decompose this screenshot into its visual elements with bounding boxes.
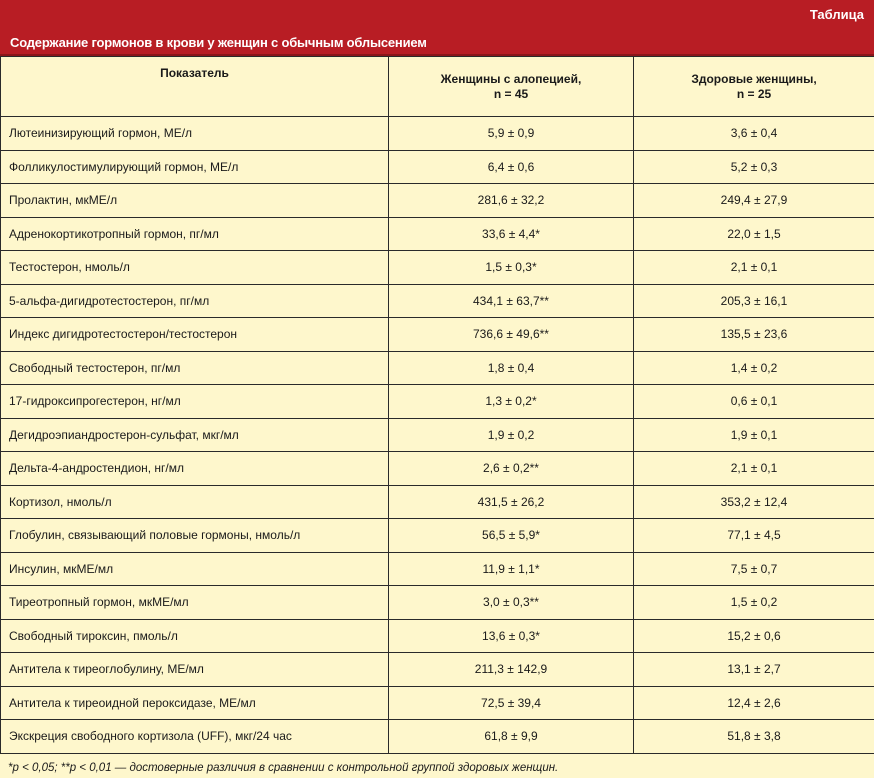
healthy-value-cell: 0,6 ± 0,1 [634,385,874,419]
column-header-alopecia-line2: n = 45 [493,86,529,101]
healthy-value-cell: 7,5 ± 0,7 [634,552,874,586]
healthy-value-cell: 135,5 ± 23,6 [634,318,874,352]
indicator-cell: Дельта-4-андростендион, нг/мл [1,452,389,486]
alopecia-value-cell: 1,3 ± 0,2* [389,385,634,419]
indicator-cell: Антитела к тиреоглобулину, МЕ/мл [1,653,389,687]
table-row [1,117,874,151]
table-row [1,184,874,218]
column-header-alopecia-line1: Женщины с алопецией, [440,71,582,86]
hormone-table [0,56,874,754]
healthy-value-cell: 77,1 ± 4,5 [634,519,874,553]
healthy-value-cell: 2,1 ± 0,1 [634,452,874,486]
table-row [1,150,874,184]
table-row [1,586,874,620]
alopecia-value-cell: 72,5 ± 39,4 [389,686,634,720]
indicator-cell: Антитела к тиреоидной пероксидазе, МЕ/мл [1,686,389,720]
table-row [1,720,874,754]
alopecia-value-cell: 2,6 ± 0,2** [389,452,634,486]
column-header-healthy-line2: n = 25 [736,86,772,101]
alopecia-value-cell: 56,5 ± 5,9* [389,519,634,553]
footnote: *p < 0,05; **p < 0,01 — достоверные различия в сравнении с контрольной группой здоровых женщин. [8,761,559,774]
table-row [1,217,874,251]
indicator-cell: Глобулин, связывающий половые гормоны, нмоль/л [1,519,389,553]
healthy-value-cell: 205,3 ± 16,1 [634,284,874,318]
table-row [1,519,874,553]
healthy-value-cell: 51,8 ± 3,8 [634,720,874,754]
indicator-cell: Дегидроэпиандростерон-сульфат, мкг/мл [1,418,389,452]
table-title: Содержание гормонов в крови у женщин с обычным облысением [10,35,427,50]
table-label: Таблица [809,7,864,22]
indicator-cell: Пролактин, мкМЕ/л [1,184,389,218]
healthy-value-cell: 1,4 ± 0,2 [634,351,874,385]
table-row [1,385,874,419]
alopecia-value-cell: 33,6 ± 4,4* [389,217,634,251]
table-row [1,251,874,285]
table-row [1,284,874,318]
healthy-value-cell: 249,4 ± 27,9 [634,184,874,218]
healthy-value-cell: 1,5 ± 0,2 [634,586,874,620]
indicator-cell: 5-альфа-дигидротестостерон, пг/мл [1,284,389,318]
healthy-value-cell: 13,1 ± 2,7 [634,653,874,687]
column-header-indicator: Показатель [1,57,389,117]
table-row [1,418,874,452]
healthy-value-cell: 1,9 ± 0,1 [634,418,874,452]
table-row [1,485,874,519]
healthy-value-cell: 22,0 ± 1,5 [634,217,874,251]
healthy-value-cell: 2,1 ± 0,1 [634,251,874,285]
healthy-value-cell: 3,6 ± 0,4 [634,117,874,151]
table-row [1,686,874,720]
indicator-cell: Лютеинизирующий гормон, МЕ/л [1,117,389,151]
alopecia-value-cell: 281,6 ± 32,2 [389,184,634,218]
healthy-value-cell: 15,2 ± 0,6 [634,619,874,653]
column-header-healthy-line1: Здоровые женщины, [691,71,817,86]
alopecia-value-cell: 1,8 ± 0,4 [389,351,634,385]
column-header-alopecia [389,57,634,117]
alopecia-value-cell: 6,4 ± 0,6 [389,150,634,184]
indicator-cell: Индекс дигидротестостерон/тестостерон [1,318,389,352]
alopecia-value-cell: 1,9 ± 0,2 [389,418,634,452]
alopecia-value-cell: 61,8 ± 9,9 [389,720,634,754]
alopecia-value-cell: 5,9 ± 0,9 [389,117,634,151]
healthy-value-cell: 5,2 ± 0,3 [634,150,874,184]
header-row [1,57,874,117]
indicator-cell: Фолликулостимулирующий гормон, МЕ/л [1,150,389,184]
healthy-value-cell: 12,4 ± 2,6 [634,686,874,720]
table-row [1,318,874,352]
indicator-cell: Кортизол, нмоль/л [1,485,389,519]
alopecia-value-cell: 11,9 ± 1,1* [389,552,634,586]
indicator-cell: 17-гидроксипрогестерон, нг/мл [1,385,389,419]
table-header [0,0,874,56]
alopecia-value-cell: 431,5 ± 26,2 [389,485,634,519]
healthy-value-cell: 353,2 ± 12,4 [634,485,874,519]
indicator-cell: Тиреотропный гормон, мкМЕ/мл [1,586,389,620]
alopecia-value-cell: 1,5 ± 0,3* [389,251,634,285]
table-row [1,619,874,653]
indicator-cell: Инсулин, мкМЕ/мл [1,552,389,586]
alopecia-value-cell: 434,1 ± 63,7** [389,284,634,318]
indicator-cell: Тестостерон, нмоль/л [1,251,389,285]
alopecia-value-cell: 3,0 ± 0,3** [389,586,634,620]
indicator-cell: Экскреция свободного кортизола (UFF), мкг/24 час [1,720,389,754]
alopecia-value-cell: 211,3 ± 142,9 [389,653,634,687]
table-row [1,552,874,586]
indicator-cell: Адренокортикотропный гормон, пг/мл [1,217,389,251]
table-row [1,351,874,385]
alopecia-value-cell: 13,6 ± 0,3* [389,619,634,653]
table-row [1,452,874,486]
table-row [1,653,874,687]
indicator-cell: Свободный тестостерон, пг/мл [1,351,389,385]
column-header-healthy [634,57,874,117]
indicator-cell: Свободный тироксин, пмоль/л [1,619,389,653]
alopecia-value-cell: 736,6 ± 49,6** [389,318,634,352]
